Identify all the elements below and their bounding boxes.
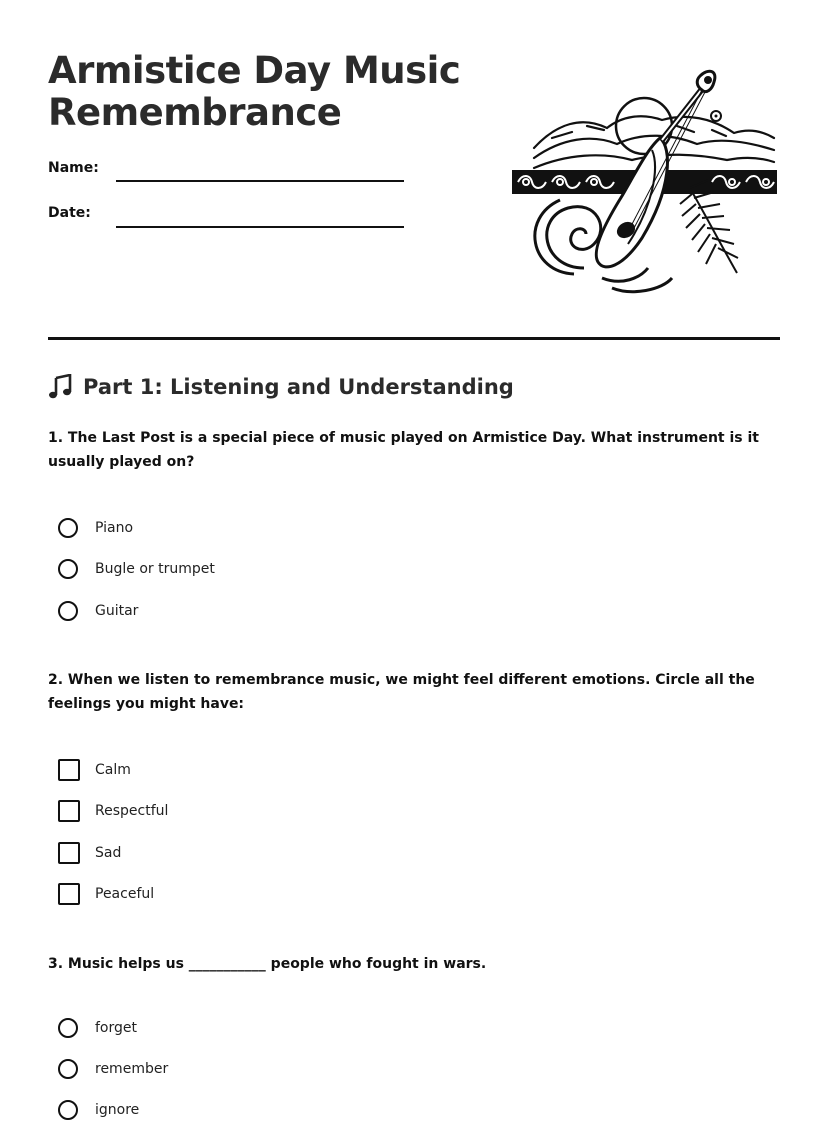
q3-option-ignore[interactable]: [58, 1098, 140, 1122]
date-field[interactable]: [116, 226, 404, 228]
date-label: Date:: [48, 205, 91, 221]
q2-option-sad[interactable]: [58, 841, 122, 865]
radio-button[interactable]: [58, 518, 78, 538]
option-label: Respectful: [95, 803, 169, 819]
section-title: Part 1: Listening and Understanding: [83, 375, 514, 399]
music-note-icon: [48, 374, 74, 400]
option-label: Guitar: [95, 603, 139, 619]
option-label: Calm: [95, 762, 131, 778]
option-label: remember: [95, 1061, 169, 1077]
section-heading: [48, 374, 514, 400]
lute-landscape-illustration: [512, 68, 780, 300]
checkbox[interactable]: [58, 842, 80, 864]
checkbox[interactable]: [58, 800, 80, 822]
option-label: forget: [95, 1020, 137, 1036]
question-2-text: 2. When we listen to remembrance music, we might feel different emotions. Circle all the feelings you might have:: [48, 672, 755, 712]
q1-option-guitar[interactable]: [58, 599, 139, 623]
name-field[interactable]: [116, 180, 404, 182]
q1-option-bugle[interactable]: [58, 557, 215, 581]
checkbox[interactable]: [58, 883, 80, 905]
q3-option-forget[interactable]: [58, 1016, 137, 1040]
question-1-text: 1. The Last Post is a special piece of music played on Armistice Day. What instrument is it usually played on?: [48, 430, 759, 470]
radio-button[interactable]: [58, 601, 78, 621]
option-label: Bugle or trumpet: [95, 561, 215, 577]
header-divider: [48, 337, 780, 340]
q2-option-calm[interactable]: [58, 758, 131, 782]
question-3-text: 3. Music helps us ___________ people who fought in wars.: [48, 956, 487, 972]
q2-option-respectful[interactable]: [58, 799, 169, 823]
worksheet-title: Armistice Day Music Remembrance: [48, 49, 461, 134]
option-label: Sad: [95, 845, 122, 861]
q3-option-remember[interactable]: [58, 1057, 169, 1081]
option-label: Piano: [95, 520, 134, 536]
radio-button[interactable]: [58, 559, 78, 579]
option-label: ignore: [95, 1102, 140, 1118]
radio-button[interactable]: [58, 1018, 78, 1038]
q2-option-peaceful[interactable]: [58, 882, 155, 906]
q1-option-piano[interactable]: [58, 516, 134, 540]
radio-button[interactable]: [58, 1059, 78, 1079]
checkbox[interactable]: [58, 759, 80, 781]
option-label: Peaceful: [95, 886, 155, 902]
radio-button[interactable]: [58, 1100, 78, 1120]
name-label: Name:: [48, 160, 99, 176]
